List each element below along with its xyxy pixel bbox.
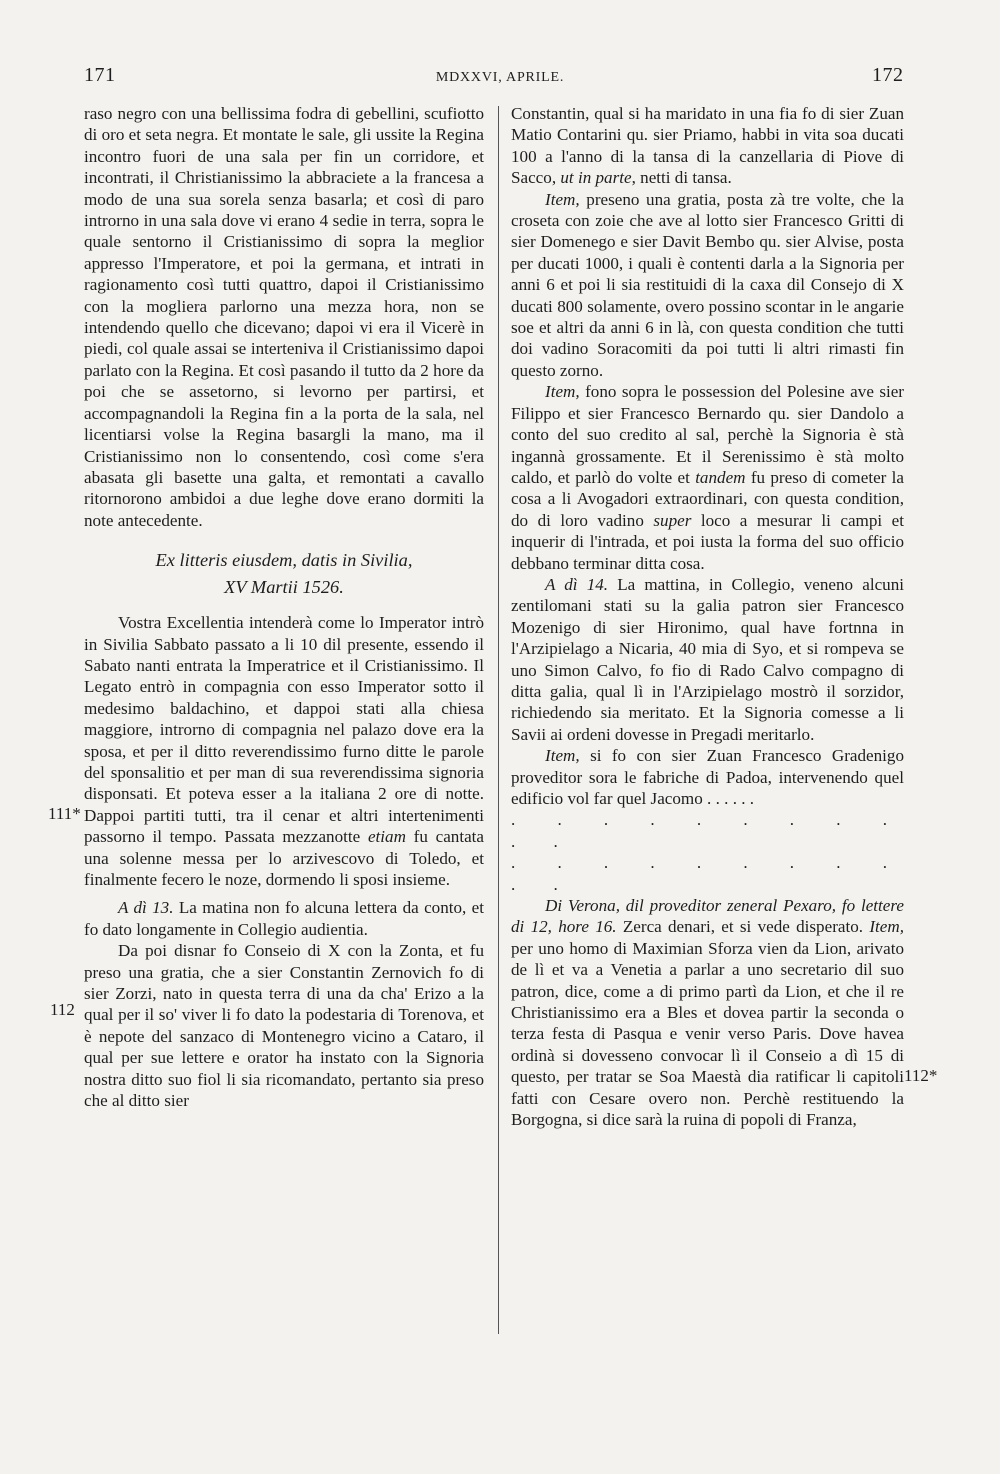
text: La mattina, in Collegio, veneno alcuni zentilomani stati su la galia patron sier Francesco Mozenigo di sier Hironimo, qual have fortnna in l'Arzipielago a Nicaria, 40 mia di Syo, et si rompeva se uno Simon Calvo, fo fio di Rado Calvo compagno di ditta galia, qual lì in l'Arzipielago mostrò il sorzidor, richiedendo sia meritato. Et la Signoria comesse a li Savii ai ordeni dovesse in Pregadi meritarlo. (511, 574, 904, 744)
heading-line-2: XV Martii 1526. (224, 577, 344, 598)
paragraph (84, 897, 484, 940)
ellipsis-dots: . . . . . . (707, 789, 755, 808)
italic-text: ut in parte (560, 168, 632, 188)
text: fono sopra le possession del Polesine ave sier Filippo et sier Francesco Bernardo qu. sier Dandolo a conto del suo credito al sal, perchè la Signoria è stà ingannà grossamente. Et il Serenissimo è stà molto caldo, et parlò do volte et (511, 382, 904, 487)
text: preseno una gratia, posta zà tre volte, che la croseta con zoie che ave al lotto sier Francesco Gritti di sier Domenego e sier Davit Bembo qu. sier Alvise, posta per ducati 1000, i quali è contenti darla a la Signoria per anni 6 et poi li sia restituidi di la caxa dil Consejo di X ducati 800 solamente, overo possino scontar in le angarie soe et altri da anni 6 in là, con questa condition che tutti doi vadino Soracomiti da poi tutti li altri rimasti fin questo zorno. (511, 189, 904, 380)
date-lead: A dì 14. (545, 574, 609, 594)
text: , netti di tansa. (631, 168, 732, 188)
paragraph (84, 612, 484, 890)
margin-note-111: 111* (48, 804, 81, 823)
italic-text: super (653, 510, 692, 530)
paragraph (511, 189, 904, 382)
text: Vostra Excellentia intenderà come lo Imperator intrò in Sivilia Sabbato passato a li 10 dil presente, essendo il Sabato nanti entrata la Imperatrice et il Cristianissimo. Il Legato entrò in compagnia con esso Imperator sotto il medesimo baldachino, et dappoi stati alla chiesa maggiore, introrno di compagnia nel palazo dove era la sposa, et per il ditto reverendissimo furno ditte le parole del sponsalitio et per man di sua reverendissima signoria disponsati. Et poteva esser a la italiana 2 ore di notte. Dappoi partiti tutti, tra il cenar et altri intertenimenti passorno il tempo. Passata mezzanotte (84, 613, 484, 847)
page-number-left: 171 (84, 64, 116, 86)
text: fu preso di cometer la cosa a li Avogadori extraordinari, con questa condition, do di loro vadino (511, 467, 904, 530)
paragraph (511, 381, 904, 574)
paragraph (511, 895, 904, 1130)
italic-text: Di Verona, dil proveditor zeneral Pexaro, fo lettere di 12, hore 16. (511, 896, 904, 937)
text: La matina non fo alcuna lettera da conto, et fo dato longamente in Collegio audientia. (84, 898, 484, 939)
italic-text: tandem (695, 467, 746, 487)
page-number-right: 172 (872, 64, 904, 86)
italic-text: Item, (869, 917, 904, 937)
text: fu cantata una solenne messa per lo arzivescovo di Toledo, et finalmente fecero le noze, dormendo li sposi insieme. (84, 827, 485, 889)
item-lead: Item, (545, 746, 580, 766)
paragraph (511, 574, 904, 745)
paragraph: Da poi disnar fo Conseio di X con la Zonta, et fu preso una gratia, che a sier Constantin Zernovich fo di sier Zorzi, nato in questa terra di una da cha' Erizo a la qual per il so' viver li fo dato la podestaria di Torenova, et è nepote del sanzaco di Montenegro vicino a Cataro, il qual per sue lettere e orator ha instato con la Signoria nostra ditto suo fiol li sia ricomandato, pertanto sia preso che al ditto sier (84, 941, 484, 1111)
heading-line-1: Ex litteris eiusdem, datis in Sivilia, (155, 550, 413, 571)
running-head: MDXXVI, APRILE. (435, 70, 565, 85)
ellipsis-dots: . . . . . . . . . . . (511, 810, 904, 851)
paragraph: raso negro con una bellissima fodra di gebellini, scufiotto di oro et seta negra. Et montate le sale, gli ussite la Regina incontro fuori de una sala per fin un corridore, et incontrati, il Christianissimo la abbraciete a la francesa a modo de una sua sorela senza basarla; et così di paro introrno in una sala dove vi erano 4 sedie in terra, sopra le quale sentorno il Cristianissimo di sopra la meglior appresso l'Imperatore, et poi la germana, et intrati in ragionamento così tutti quattro, dapoi il Cristianissimo con la mogliera parlorno una mezza hora, non se intendendo quello che dicevano; dapoi vi era il Vicerè in piedi, col quale assai se interteniva il Cristianissimo dapoi parlato con la Regina. Et così pasando il tutto da 2 hore da poi che se assetorno, si levorno per partirsi, et accompagnandoli la Regina fin a la porta de la sala, nel licentiarsi volse la Regina basargli la mano, ma il Cristianissimo non lo consentendo, così come s'era abasata gli basette una galta, et remontati a cavallo ritornorono ambidoi a due leghe dove erano dormiti la note antecedente. (84, 104, 484, 530)
text: loco a mesurar li campi et inquerir di l'intrada, et poi iusta la forma del suo officio debbano terminar ditta cosa. (511, 510, 904, 573)
text: si fo con sier Zuan Francesco Gradenigo proveditor sora le fabriche di Padoa, intervenendo quel edificio vol far quel Jacomo (511, 746, 904, 808)
ellipsis-dots: . . . . . . . . . . . (511, 853, 904, 894)
margin-note-112-left: 112 (50, 1000, 75, 1019)
text: per uno homo di Maximian Sforza vien da Lion, arivato de lì et va a Venetia a parlar a uno secretario dil suo patron, dice, come a di primo partì da Lion, et che il re Christianissimo era a Bles et dovea partir la seconda o terza festa di Pasqua e venir verso Paris. Dove havea ordinà si dovesseno convocar lì il Conseio a dì 15 di questo, per tratar se Soa Maestà dia ratificar li capitoli fatti con Cesare overo non. Perchè restituendo la Borgogna, si dice sarà la ruina di popoli di Franza, (511, 938, 904, 1130)
item-lead: Item, (545, 382, 580, 402)
text: Constantin, qual si ha maridato in una fia fo di sier Zuan Matio Contarini qu. sier Priamo, habbi in vita soa ducati 100 a l'anno di la tansa di la canzellaria di Piove di Sacco, (511, 104, 904, 188)
text: Zerca denari, et si vede disperato. (622, 917, 864, 937)
margin-note-112-right: 112* (904, 1066, 938, 1085)
paragraph (511, 745, 904, 809)
left-column (84, 103, 484, 1111)
column-divider (498, 106, 499, 1334)
paragraph (511, 103, 904, 189)
section-heading (84, 547, 484, 601)
italic-text: etiam (367, 827, 406, 847)
item-lead: Item, (545, 189, 580, 209)
right-column (511, 103, 904, 1131)
date-lead: A dì 13. (118, 898, 174, 918)
